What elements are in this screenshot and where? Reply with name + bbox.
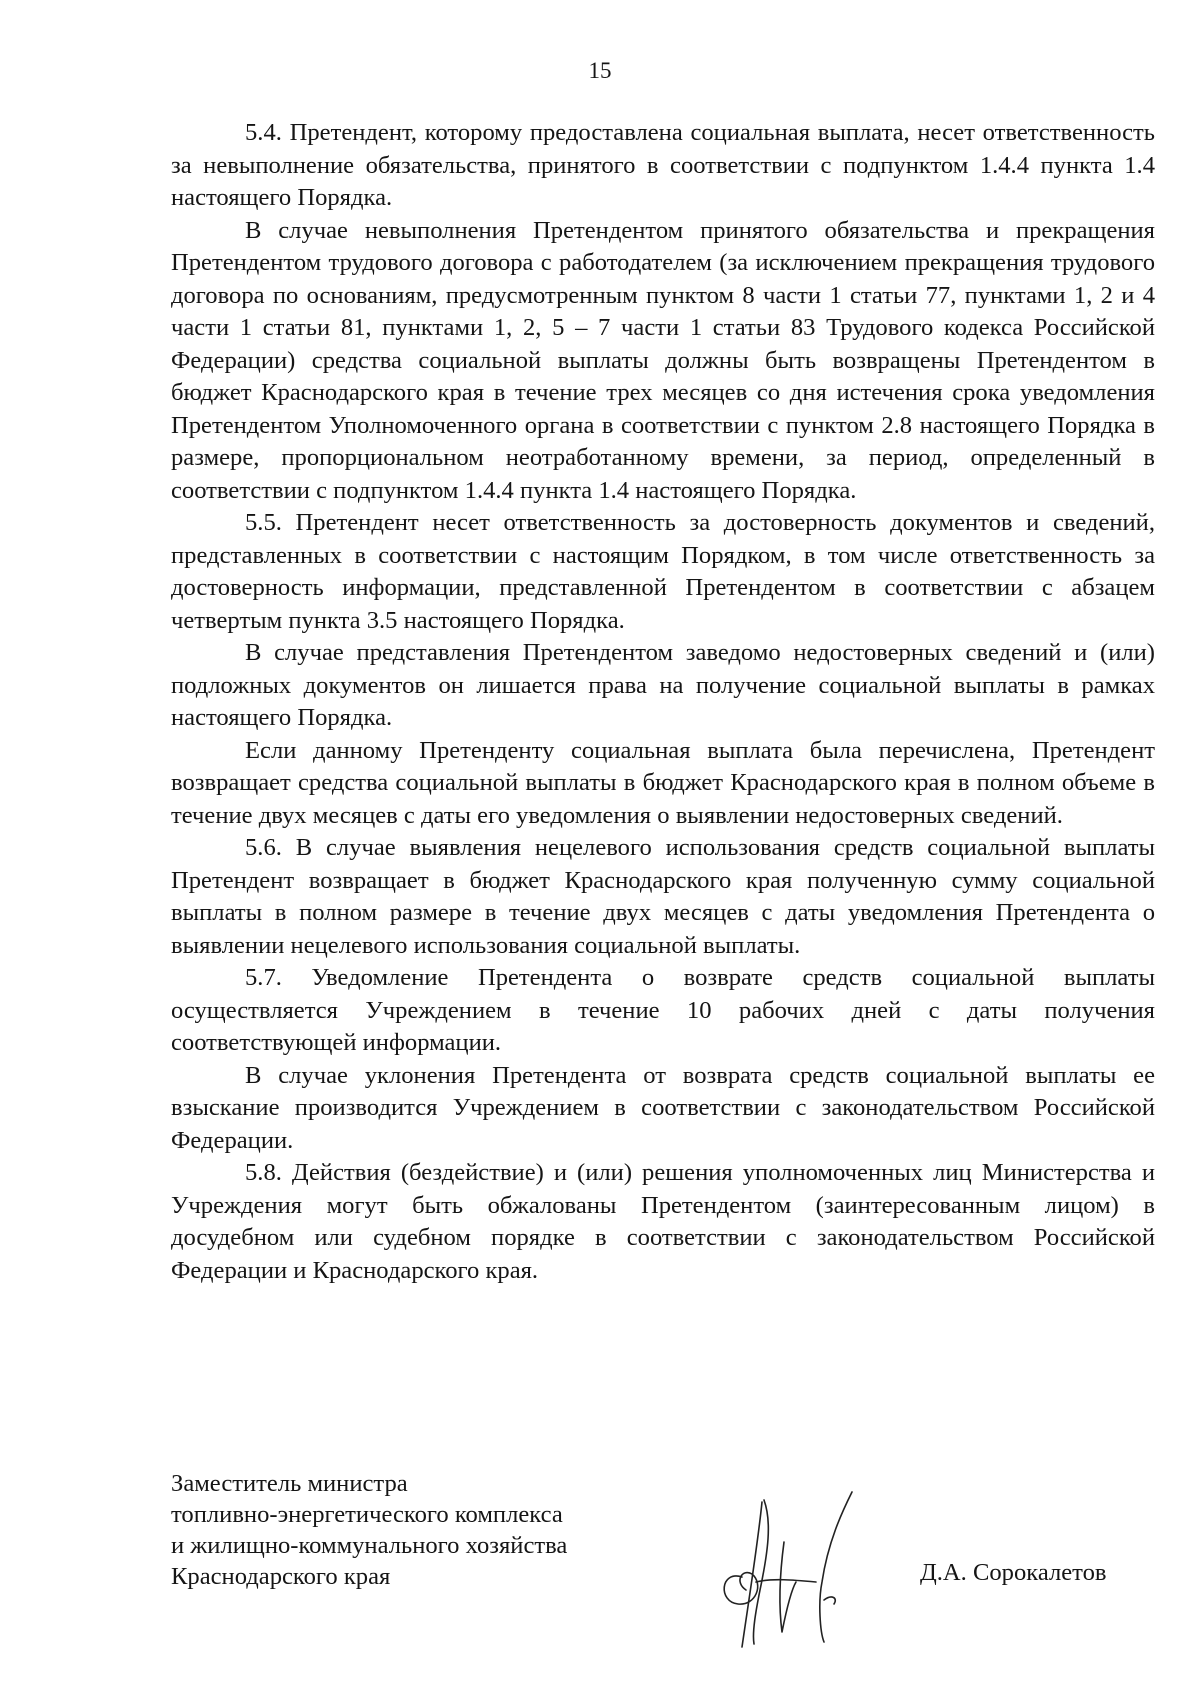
signatory-title-line: топливно-энергетического комплекса (171, 1501, 563, 1528)
paragraph-5-7: 5.7. Уведомление Претендента о возврате средств социальной выплаты осуществляется Учреждением в течение 10 рабочих дней с даты получения соответствующей информации. (171, 964, 1155, 1056)
paragraph-5-5-return: Если данному Претенденту социальная выплата была перечислена, Претендент возвращает средства социальной выплаты в бюджет Краснодарского края в полном объеме в течение двух месяцев с даты его уведомления о выявлении недостоверных сведений. (171, 736, 1155, 829)
page-number: 15 (588, 58, 612, 83)
document-body (171, 117, 1155, 1287)
signatory-name: Д.А. Сорокалетов (920, 1559, 1107, 1586)
paragraph-5-5-false-info: В случае представления Претендентом заведомо недостоверных сведений и (или) подложных документов он лишается права на получение социальной выплаты в рамках настоящего Порядка. (171, 639, 1155, 731)
signatory-title-line: Краснодарского края (171, 1563, 391, 1590)
signatory-title (171, 1468, 567, 1592)
paragraph-5-4-refund: В случае невыполнения Претендентом принятого обязательства и прекращения Претендентом трудового договора с работодателем (за исключением прекращения трудового договора по основаниям, предусмотренным пунктом 8 части 1 статьи 77, пунктами 1, 2 и 4 части 1 статьи 81, пунктами 1, 2, 5 – 7 части 1 статьи 83 Трудового кодекса Российской Федерации) средства социальной выплаты должны быть возвращены Претендентом в бюджет Краснодарского края в течение трех месяцев со дня истечения срока уведомления Претендентом Уполномоченного органа в соответствии с пунктом 2.8 настоящего Порядка в размере, пропорциональном неотработанному времени, за период, определенный в соответствии с подпунктом 1.4.4 пункта 1.4 настоящего Порядка. (171, 216, 1155, 504)
paragraph-5-6: 5.6. В случае выявления нецелевого использования средств социальной выплаты Претендент возвращает в бюджет Краснодарского края полученную сумму социальной выплаты в полном размере в течение двух месяцев с даты уведомления Претендента о выявлении нецелевого использования социальной выплаты. (171, 834, 1155, 959)
handwritten-signature (712, 1482, 872, 1652)
signatory-title-line: и жилищно-коммунального хозяйства (171, 1532, 568, 1559)
signatory-title-line: Заместитель министра (171, 1470, 408, 1497)
paragraph-5-7-enforcement: В случае уклонения Претендента от возврата средств социальной выплаты ее взыскание производится Учреждением в соответствии с законодательством Российской Федерации. (171, 1061, 1155, 1154)
paragraph-5-5: 5.5. Претендент несет ответственность за достоверность документов и сведений, представленных в соответствии с настоящим Порядком, в том числе ответственность за достоверность информации, представленной Претендентом в соответствии с абзацем четвертым пункта 3.5 настоящего Порядка. (171, 509, 1155, 634)
paragraph-5-8: 5.8. Действия (бездействие) и (или) решения уполномоченных лиц Министерства и Учреждения могут быть обжалованы Претендентом (заинтересованным лицом) в досудебном или судебном порядке в соответствии с законодательством Российской Федерации и Краснодарского края. (171, 1159, 1155, 1284)
paragraph-5-4: 5.4. Претендент, которому предоставлена социальная выплата, несет ответственность за невыполнение обязательства, принятого в соответствии с подпунктом 1.4.4 пункта 1.4 настоящего Порядка. (171, 119, 1155, 211)
